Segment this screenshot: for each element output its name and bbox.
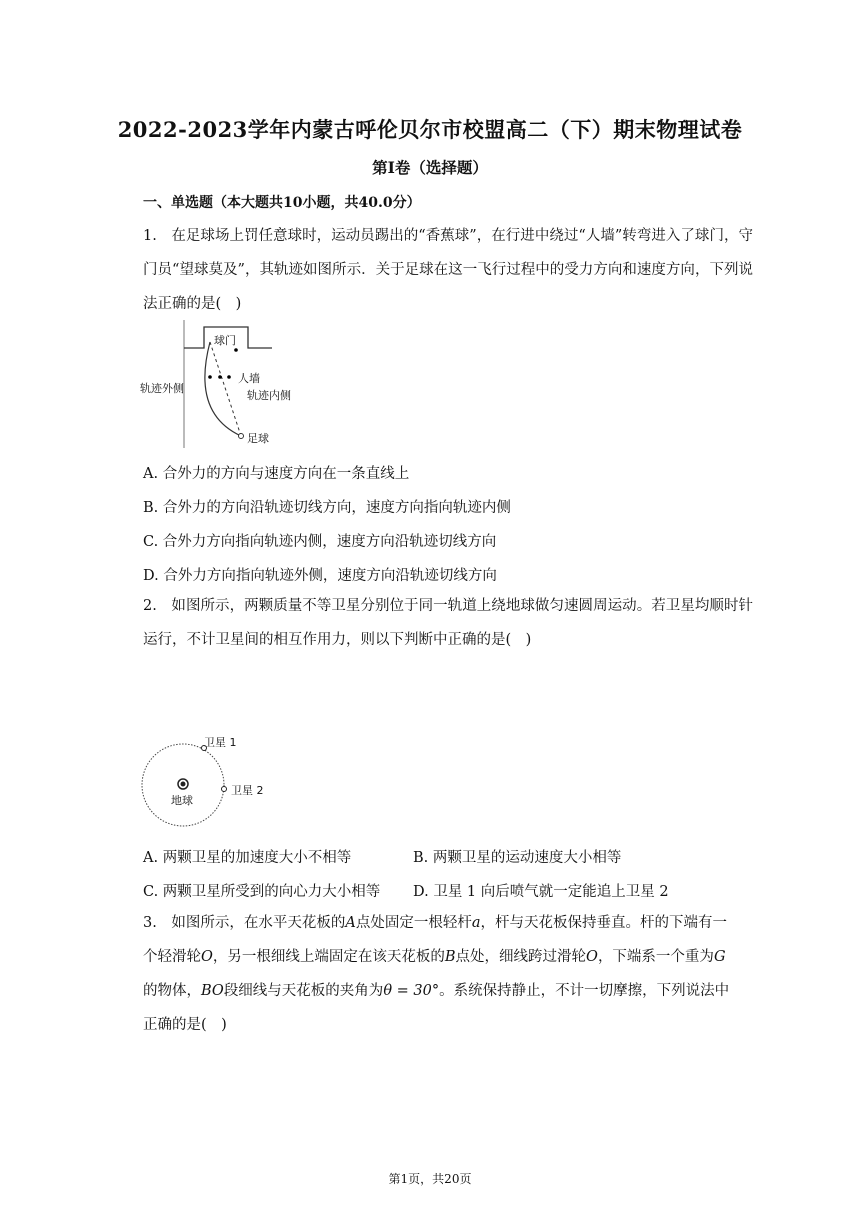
- point-a-symbol: A: [345, 915, 356, 931]
- volume-heading: 第I卷（选择题）: [372, 158, 488, 177]
- question-1-option-d: D. 合外力方向指向轨迹外侧，速度方向沿轨迹切线方向: [143, 568, 497, 584]
- question-1-option-c: C. 合外力方向指向轨迹内侧，速度方向沿轨迹切线方向: [143, 534, 497, 550]
- question-2-option-c: C. 两颗卫星所受到的向心力大小相等: [143, 884, 381, 900]
- question-2-option-d: D. 卫星 1 向后喷气就一定能追上卫星 2: [413, 884, 669, 900]
- question-1-option-a: A. 合外力的方向与速度方向在一条直线上: [143, 466, 410, 482]
- rod-a-symbol: a: [471, 915, 481, 931]
- satellite-1-label: 卫星 1: [204, 736, 237, 749]
- satellite-orbit-diagram: [138, 730, 268, 830]
- q3-text: 点处，细线跨过滑轮: [455, 949, 587, 965]
- inner-side-label: 轨迹内侧: [247, 389, 291, 402]
- q3-text: 。系统保持静止，不计一切摩擦，下列说法中: [439, 983, 730, 999]
- q3-text: ，另一根细线上端固定在该天花板的: [212, 949, 445, 965]
- question-3-line-4: 正确的是( ): [143, 1017, 227, 1033]
- section-heading: 一、单选题（本大题共10小题，共40.0分）: [143, 195, 421, 211]
- question-3-line-1: [143, 906, 753, 940]
- weight-g-symbol: G: [713, 949, 726, 965]
- q3-text: ，下端系一个重为: [597, 949, 714, 965]
- question-1-figure: [140, 320, 300, 450]
- question-3-stem: [143, 906, 753, 1042]
- angle-theta-expression: θ = 30°: [383, 983, 440, 999]
- question-3-line-2: [143, 940, 753, 974]
- q3-text: 3. 如图所示，在水平天花板的: [143, 915, 346, 931]
- question-3-line-3: [143, 974, 753, 1008]
- question-2-figure: [138, 730, 268, 830]
- pulley-o-symbol: O: [201, 949, 213, 965]
- wall-label: 人墙: [238, 372, 260, 385]
- q3-text: 个轻滑轮: [143, 949, 201, 965]
- q3-text: ，杆与天花板保持垂直。杆的下端有一: [480, 915, 727, 931]
- earth-label: 地球: [171, 794, 193, 807]
- q3-text: 的物体，: [143, 983, 201, 999]
- question-1-stem: 1. 在足球场上罚任意球时，运动员踢出的“香蕉球”，在行进中绕过“人墙”转弯进入了球门，守门员“望球莫及”，其轨迹如图所示．关于足球在这一飞行过程中的受力方向和速度方向，下列说法正确的是( ): [143, 228, 753, 312]
- satellite-2-label: 卫星 2: [231, 784, 264, 797]
- ball-label: 足球: [247, 432, 269, 445]
- page-title: 2022-2023学年内蒙古呼伦贝尔市校盟高二（下）期末物理试卷: [117, 117, 743, 142]
- goal-label: 球门: [214, 334, 236, 347]
- question-2-option-b: B. 两颗卫星的运动速度大小相等: [413, 850, 622, 866]
- question-1-option-b: B. 合外力的方向沿轨迹切线方向，速度方向指向轨迹内侧: [143, 500, 511, 516]
- q3-text: 段细线与天花板的夹角为: [223, 983, 384, 999]
- segment-bo-symbol: BO: [201, 983, 224, 999]
- outer-side-label: 轨迹外侧: [140, 382, 184, 395]
- question-2-option-a: A. 两颗卫星的加速度大小不相等: [143, 850, 352, 866]
- pulley-o-symbol: O: [586, 949, 598, 965]
- q3-text: 点处固定一根轻杆: [355, 915, 472, 931]
- point-b-symbol: B: [444, 949, 456, 965]
- page-footer: 第1页，共20页: [388, 1172, 472, 1186]
- question-2-stem: 2. 如图所示，两颗质量不等卫星分别位于同一轨道上绕地球做匀速圆周运动。若卫星均顺时针运行，不计卫星间的相互作用力，则以下判断中正确的是( ): [143, 598, 753, 648]
